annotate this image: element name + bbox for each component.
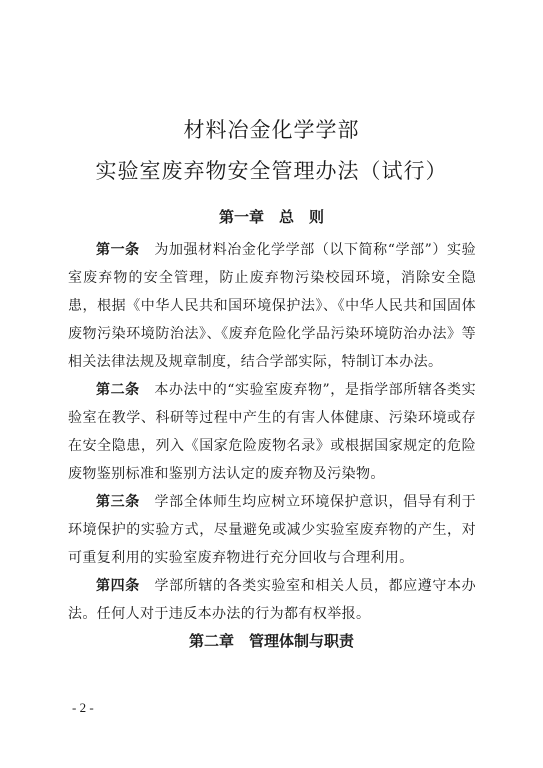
article-paragraph — [68, 376, 476, 488]
article-text: 学部所辖的各类实验室和相关人员，都应遵守本办法。任何人对于违反本办法的行为都有权举报。 — [68, 578, 476, 622]
article-paragraph — [68, 572, 476, 628]
article-paragraph — [68, 236, 476, 376]
article-paragraph — [68, 488, 476, 572]
article-text: 为加强材料冶金化学学部（以下简称“学部”）实验室废弃物的安全管理，防止废弃物污染校园环境，消除安全隐患，根据《中华人民共和国环境保护法》、《中华人民共和国固体废物污染环境防治法》、《废弃危险化学品污染环境防治办法》等相关法律法规及规章制度，结合学部实际，特制订本办法。 — [68, 242, 476, 370]
article-label: 第二条 — [96, 382, 140, 398]
article-label: 第三条 — [96, 494, 140, 510]
document-title-line2: 实验室废弃物安全管理办法（试行） — [95, 159, 448, 183]
chapter-heading-1: 第一章 总 则 — [218, 208, 324, 226]
article-text: 学部全体师生均应树立环境保护意识，倡导有利于环境保护的实验方式，尽量避免或减少实验室废弃物的产生，对可重复利用的实验室废弃物进行充分回收与合理利用。 — [68, 494, 476, 566]
chapter-heading-2: 第二章 管理体制与职责 — [188, 632, 354, 650]
article-label: 第一条 — [96, 242, 140, 258]
article-text: 本办法中的“实验室废弃物”，是指学部所辖各类实验室在教学、科研等过程中产生的有害人体健康、污染环境或存在安全隐患，列入《国家危险废物名录》或根据国家规定的危险废物鉴别标准和鉴别方法认定的废弃物及污染物。 — [68, 382, 476, 482]
article-label: 第四条 — [96, 578, 140, 594]
page-number: - 2 - — [72, 700, 94, 715]
document-body — [68, 236, 476, 628]
document-title-line1: 材料冶金化学学部 — [183, 118, 360, 142]
